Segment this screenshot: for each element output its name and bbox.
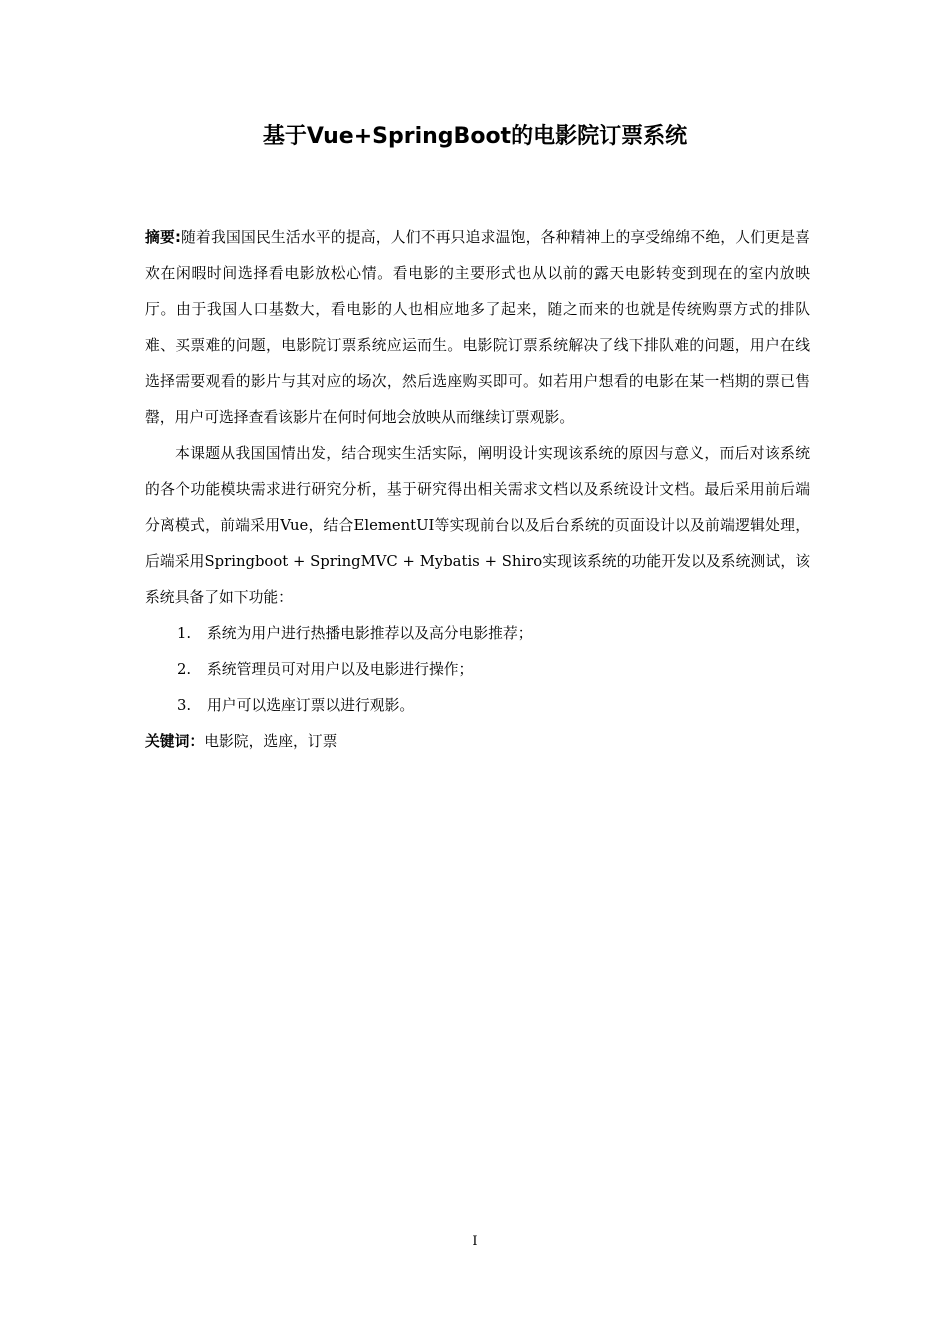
list-item-text: 系统为用户进行热播电影推荐以及高分电影推荐；	[207, 625, 533, 642]
list-item-number: 2.	[177, 661, 192, 678]
paper-title: 基于Vue+SpringBoot的电影院订票系统	[262, 124, 688, 149]
feature-list	[145, 616, 810, 724]
list-item-number: 1.	[177, 625, 192, 642]
abstract-paragraph-1	[145, 220, 810, 436]
abstract-label: 摘要:	[145, 229, 181, 246]
keywords-label: 关键词：	[145, 733, 205, 750]
abstract-section	[145, 220, 810, 760]
list-item-number: 3.	[177, 697, 192, 714]
keywords-line	[145, 724, 810, 760]
list-item-text: 用户可以选座订票以进行观影。	[207, 697, 415, 714]
list-item	[145, 688, 810, 724]
list-item-text: 系统管理员可对用户以及电影进行操作；	[207, 661, 474, 678]
abstract-paragraph-2: 本课题从我国国情出发，结合现实生活实际，阐明设计实现该系统的原因与意义，而后对该系统的各个功能模块需求进行研究分析，基于研究得出相关需求文档以及系统设计文档。最后采用前后端分离模式，前端采用Vue，结合ElementUI等实现前台以及后台系统的页面设计以及前端逻辑处理，后端采用Springboot + SpringMVC + Mybatis + Shiro实现该系统的功能开发以及系统测试，该系统具备了如下功能：	[145, 445, 810, 606]
keywords-text: 电影院，选座，订票	[204, 733, 338, 750]
list-item	[145, 616, 810, 652]
list-item	[145, 652, 810, 688]
abstract-text-1: 随着我国国民生活水平的提高，人们不再只追求温饱，各种精神上的享受绵绵不绝，人们更是喜欢在闲暇时间选择看电影放松心情。看电影的主要形式也从以前的露天电影转变到现在的室内放映厅。由于我国人口基数大，看电影的人也相应地多了起来，随之而来的也就是传统购票方式的排队难、买票难的问题，电影院订票系统应运而生。电影院订票系统解决了线下排队难的问题，用户在线选择需要观看的影片与其对应的场次，然后选座购买即可。如若用户想看的电影在某一档期的票已售罄，用户可选择查看该影片在何时何地会放映从而继续订票观影。	[145, 229, 810, 426]
page-number: I	[472, 1234, 478, 1249]
